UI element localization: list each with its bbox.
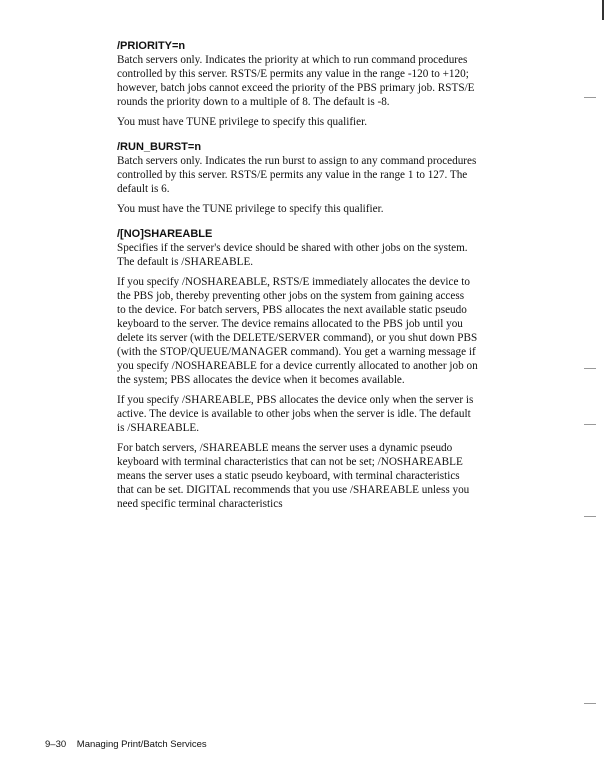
scan-margin-mark — [584, 368, 596, 369]
text-line: Batch servers only. Indicates the priority at which to run command procedures — [117, 54, 468, 66]
text-line: delete its server (with the DELETE/SERVER command), or you shut down PBS — [117, 332, 478, 344]
scan-margin-mark — [584, 97, 596, 98]
text-line: the system; PBS allocates the device when it becomes available. — [117, 374, 405, 386]
text-line: active. The device is available to other jobs when the server is idle. The default — [117, 408, 471, 420]
text-line: If you specify /NOSHAREABLE, RSTS/E immediately allocates the device to — [117, 276, 470, 288]
text-line: You must have TUNE privilege to specify this qualifier. — [117, 116, 368, 128]
text-line: controlled by this server. RSTS/E permits any value in the range -120 to +120; — [117, 68, 469, 80]
text-line: to the device. For batch servers, PBS allocates the next available static pseudo — [117, 304, 467, 316]
text-line: For batch servers, /SHAREABLE means the server uses a dynamic pseudo — [117, 442, 453, 454]
text-line: that can be set. DIGITAL recommends that you use /SHAREABLE unless you — [117, 484, 470, 496]
page-body — [117, 40, 517, 511]
text-line: need specific terminal characteristics — [117, 498, 283, 510]
paragraph — [117, 115, 517, 129]
page-number: 9–30 — [45, 739, 67, 750]
text-line: default is 6. — [117, 183, 170, 195]
text-line: Batch servers only. Indicates the run burst to assign to any command procedures — [117, 155, 477, 167]
scan-margin-mark — [584, 516, 596, 517]
text-line: the PBS job, thereby preventing other jobs on the system from gaining access — [117, 290, 465, 302]
text-line: means the server uses a static pseudo keyboard, with terminal characteristics — [117, 470, 460, 482]
page-footer — [45, 739, 207, 750]
chapter-title: Managing Print/Batch Services — [76, 739, 207, 750]
paragraph — [117, 241, 517, 269]
paragraph — [117, 53, 517, 109]
text-line: rounds the priority down to a multiple of 8. The default is -8. — [117, 96, 390, 108]
text-line: Specifies if the server's device should be shared with other jobs on the system. — [117, 242, 468, 254]
qualifier-heading: /RUN_BURST=n — [117, 141, 202, 153]
qualifier-heading: /PRIORITY=n — [117, 40, 186, 52]
paragraph — [117, 154, 517, 196]
paragraph — [117, 275, 517, 387]
scan-margin-mark — [584, 424, 596, 425]
text-line: You must have the TUNE privilege to specify this qualifier. — [117, 203, 384, 215]
text-line: keyboard with terminal characteristics that can not be set; /NOSHAREABLE — [117, 456, 463, 468]
text-line: controlled by this server. RSTS/E permits any value in the range 1 to 127. The — [117, 169, 468, 181]
paragraph — [117, 393, 517, 435]
text-line: however, batch jobs cannot exceed the priority of the PBS primary job. RSTS/E — [117, 82, 475, 94]
text-line: (with the STOP/QUEUE/MANAGER command). You get a warning message if — [117, 346, 476, 358]
qualifier-heading: /[NO]SHAREABLE — [117, 228, 213, 240]
text-line: you specify /NOSHAREABLE for a device currently allocated to another job on — [117, 360, 478, 372]
text-line: The default is /SHAREABLE. — [117, 256, 254, 268]
text-line: keyboard to the server. The device remains allocated to the PBS job until you — [117, 318, 463, 330]
paragraph — [117, 202, 517, 216]
text-line: If you specify /SHAREABLE, PBS allocates the device only when the server is — [117, 394, 474, 406]
text-line: is /SHAREABLE. — [117, 422, 200, 434]
scan-margin-mark — [584, 703, 596, 704]
paragraph — [117, 441, 517, 511]
